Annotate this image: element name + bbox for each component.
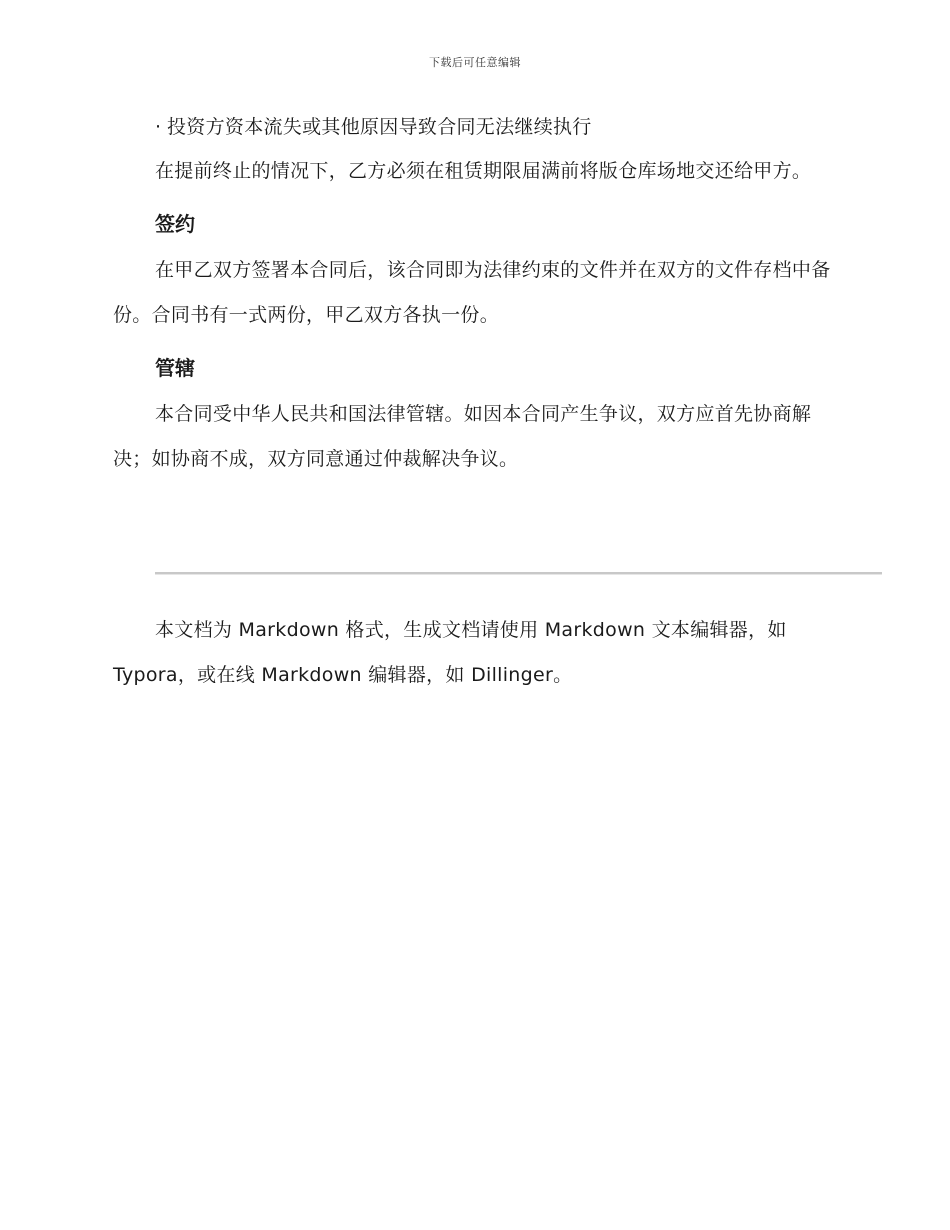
early-termination-paragraph: 在提前终止的情况下，乙方必须在租赁期限届满前将版仓库场地交还给甲方。 [155,160,812,182]
jurisdiction-heading: 管辖 [155,356,195,380]
signing-paragraph: 在甲乙双方签署本合同后，该合同即为法律约束的文件并在双方的文件存档中备份。合同书有一式两份，甲乙双方各执一份。 [113,259,831,326]
bullet-marker: · [155,116,162,138]
footer-block [113,608,835,698]
signing-heading: 签约 [155,212,195,236]
document-body [113,112,835,482]
bullet-text: 投资方资本流失或其他原因导致合同无法继续执行 [167,116,592,138]
markdown-note-paragraph: 本文档为 Markdown 格式，生成文档请使用 Markdown 文本编辑器，如 Typora，或在线 Markdown 编辑器，如 Dillinger。 [113,619,787,686]
horizontal-divider [155,572,882,575]
jurisdiction-paragraph: 本合同受中华人民共和国法律管辖。如因本合同产生争议，双方应首先协商解决；如协商不成，双方同意通过仲裁解决争议。 [113,403,812,470]
page-header-note: 下载后可任意编辑 [429,56,521,69]
bullet-item [113,112,835,142]
